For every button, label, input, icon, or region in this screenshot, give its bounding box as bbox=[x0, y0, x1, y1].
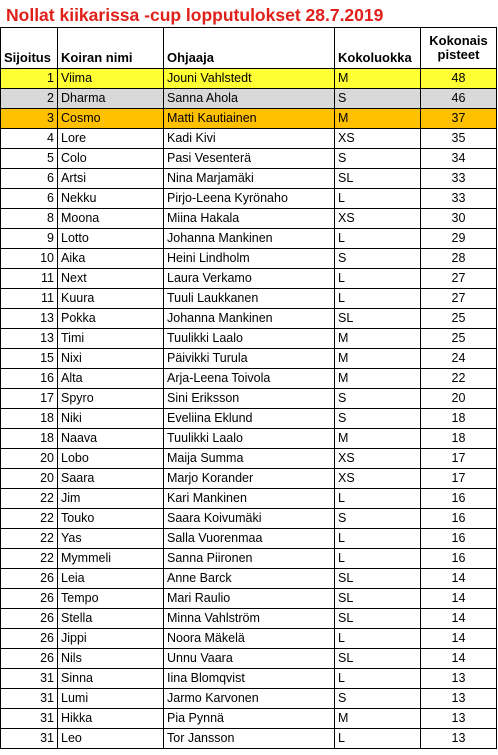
cell-dog-name: Lobo bbox=[58, 449, 164, 469]
cell-size-class: S bbox=[335, 689, 421, 709]
table-row bbox=[1, 569, 497, 589]
table-row bbox=[1, 249, 497, 269]
cell-dog-name: Mymmeli bbox=[58, 549, 164, 569]
header-row bbox=[1, 28, 497, 69]
cell-points: 20 bbox=[421, 389, 497, 409]
cell-rank: 3 bbox=[1, 109, 58, 129]
cell-rank: 13 bbox=[1, 309, 58, 329]
cell-points: 18 bbox=[421, 409, 497, 429]
cell-size-class: M bbox=[335, 429, 421, 449]
cell-size-class: XS bbox=[335, 209, 421, 229]
cell-points: 33 bbox=[421, 169, 497, 189]
cell-points: 33 bbox=[421, 189, 497, 209]
cell-size-class: S bbox=[335, 509, 421, 529]
cell-handler: Minna Vahlström bbox=[164, 609, 335, 629]
table-row bbox=[1, 449, 497, 469]
cell-size-class: S bbox=[335, 409, 421, 429]
table-row bbox=[1, 549, 497, 569]
cell-dog-name: Aika bbox=[58, 249, 164, 269]
cell-rank: 22 bbox=[1, 529, 58, 549]
cell-size-class: L bbox=[335, 729, 421, 749]
cell-rank: 8 bbox=[1, 209, 58, 229]
cell-dog-name: Leia bbox=[58, 569, 164, 589]
table-row bbox=[1, 69, 497, 89]
table-row bbox=[1, 609, 497, 629]
cell-dog-name: Lotto bbox=[58, 229, 164, 249]
cell-dog-name: Lumi bbox=[58, 689, 164, 709]
table-row bbox=[1, 229, 497, 249]
cell-points: 48 bbox=[421, 69, 497, 89]
cell-dog-name: Alta bbox=[58, 369, 164, 389]
cell-points: 14 bbox=[421, 649, 497, 669]
header-points bbox=[421, 28, 497, 69]
cell-size-class: XS bbox=[335, 129, 421, 149]
header-handler: Ohjaaja bbox=[164, 28, 335, 69]
cell-dog-name: Next bbox=[58, 269, 164, 289]
cell-size-class: L bbox=[335, 489, 421, 509]
table-row bbox=[1, 429, 497, 449]
cell-rank: 22 bbox=[1, 509, 58, 529]
cell-rank: 10 bbox=[1, 249, 58, 269]
cell-size-class: M bbox=[335, 349, 421, 369]
cell-size-class: L bbox=[335, 669, 421, 689]
results-table bbox=[0, 27, 497, 749]
cell-rank: 26 bbox=[1, 569, 58, 589]
cell-handler: Maija Summa bbox=[164, 449, 335, 469]
cell-points: 35 bbox=[421, 129, 497, 149]
cell-handler: Tuulikki Laalo bbox=[164, 429, 335, 449]
cell-rank: 31 bbox=[1, 689, 58, 709]
cell-size-class: L bbox=[335, 189, 421, 209]
cell-dog-name: Leo bbox=[58, 729, 164, 749]
cell-handler: Miina Hakala bbox=[164, 209, 335, 229]
cell-size-class: SL bbox=[335, 589, 421, 609]
table-row bbox=[1, 689, 497, 709]
cell-rank: 6 bbox=[1, 169, 58, 189]
cell-rank: 26 bbox=[1, 629, 58, 649]
table-row bbox=[1, 89, 497, 109]
cell-size-class: S bbox=[335, 249, 421, 269]
table-row bbox=[1, 189, 497, 209]
cell-size-class: SL bbox=[335, 169, 421, 189]
cell-dog-name: Colo bbox=[58, 149, 164, 169]
cell-handler: Sanna Ahola bbox=[164, 89, 335, 109]
cell-rank: 31 bbox=[1, 729, 58, 749]
cell-handler: Pasi Vesenterä bbox=[164, 149, 335, 169]
cell-dog-name: Saara bbox=[58, 469, 164, 489]
cell-rank: 31 bbox=[1, 669, 58, 689]
cell-rank: 16 bbox=[1, 369, 58, 389]
cell-points: 24 bbox=[421, 349, 497, 369]
cell-points: 27 bbox=[421, 269, 497, 289]
cell-dog-name: Stella bbox=[58, 609, 164, 629]
cell-rank: 31 bbox=[1, 709, 58, 729]
cell-points: 25 bbox=[421, 329, 497, 349]
cell-dog-name: Timi bbox=[58, 329, 164, 349]
cell-handler: Tuulikki Laalo bbox=[164, 329, 335, 349]
cell-points: 14 bbox=[421, 629, 497, 649]
cell-handler: Pia Pynnä bbox=[164, 709, 335, 729]
table-row bbox=[1, 129, 497, 149]
results-body bbox=[1, 69, 497, 749]
cell-dog-name: Tempo bbox=[58, 589, 164, 609]
cell-handler: Tuuli Laukkanen bbox=[164, 289, 335, 309]
cell-handler: Jarmo Karvonen bbox=[164, 689, 335, 709]
cell-rank: 2 bbox=[1, 89, 58, 109]
cell-points: 13 bbox=[421, 669, 497, 689]
cell-handler: Pirjo-Leena Kyrönaho bbox=[164, 189, 335, 209]
cell-handler: Sini Eriksson bbox=[164, 389, 335, 409]
cell-points: 13 bbox=[421, 729, 497, 749]
table-row bbox=[1, 389, 497, 409]
cell-rank: 26 bbox=[1, 589, 58, 609]
cell-rank: 22 bbox=[1, 489, 58, 509]
table-row bbox=[1, 109, 497, 129]
table-row bbox=[1, 329, 497, 349]
cell-points: 25 bbox=[421, 309, 497, 329]
cell-points: 16 bbox=[421, 529, 497, 549]
cell-rank: 26 bbox=[1, 609, 58, 629]
cell-size-class: S bbox=[335, 89, 421, 109]
cell-handler: Matti Kautiainen bbox=[164, 109, 335, 129]
cell-size-class: M bbox=[335, 369, 421, 389]
cell-rank: 4 bbox=[1, 129, 58, 149]
cell-rank: 9 bbox=[1, 229, 58, 249]
cell-dog-name: Touko bbox=[58, 509, 164, 529]
cell-dog-name: Nixi bbox=[58, 349, 164, 369]
cell-size-class: SL bbox=[335, 309, 421, 329]
cell-handler: Johanna Mankinen bbox=[164, 309, 335, 329]
cell-size-class: SL bbox=[335, 649, 421, 669]
cell-dog-name: Viima bbox=[58, 69, 164, 89]
cell-dog-name: Jim bbox=[58, 489, 164, 509]
cell-points: 28 bbox=[421, 249, 497, 269]
cell-size-class: M bbox=[335, 109, 421, 129]
cell-dog-name: Dharma bbox=[58, 89, 164, 109]
table-row bbox=[1, 589, 497, 609]
cell-size-class: SL bbox=[335, 609, 421, 629]
cell-points: 27 bbox=[421, 289, 497, 309]
cell-points: 16 bbox=[421, 509, 497, 529]
cell-handler: Marjo Korander bbox=[164, 469, 335, 489]
cell-points: 16 bbox=[421, 549, 497, 569]
cell-handler: Tor Jansson bbox=[164, 729, 335, 749]
cell-handler: Noora Mäkelä bbox=[164, 629, 335, 649]
cell-points: 16 bbox=[421, 489, 497, 509]
cell-rank: 11 bbox=[1, 289, 58, 309]
cell-points: 22 bbox=[421, 369, 497, 389]
cell-rank: 15 bbox=[1, 349, 58, 369]
cell-rank: 5 bbox=[1, 149, 58, 169]
cell-size-class: S bbox=[335, 389, 421, 409]
cell-rank: 20 bbox=[1, 449, 58, 469]
table-row bbox=[1, 269, 497, 289]
cell-size-class: XS bbox=[335, 449, 421, 469]
cell-rank: 17 bbox=[1, 389, 58, 409]
cell-dog-name: Pokka bbox=[58, 309, 164, 329]
cell-size-class: L bbox=[335, 269, 421, 289]
cell-dog-name: Lore bbox=[58, 129, 164, 149]
cell-handler: Päivikki Turula bbox=[164, 349, 335, 369]
cell-handler: Johanna Mankinen bbox=[164, 229, 335, 249]
header-points-line1: Kokonais bbox=[429, 33, 488, 48]
cell-rank: 22 bbox=[1, 549, 58, 569]
cell-dog-name: Artsi bbox=[58, 169, 164, 189]
table-row bbox=[1, 709, 497, 729]
table-row bbox=[1, 149, 497, 169]
cell-points: 37 bbox=[421, 109, 497, 129]
cell-points: 14 bbox=[421, 609, 497, 629]
cell-dog-name: Sinna bbox=[58, 669, 164, 689]
header-points-line2: pisteet bbox=[437, 47, 480, 62]
cell-dog-name: Moona bbox=[58, 209, 164, 229]
cell-handler: Heini Lindholm bbox=[164, 249, 335, 269]
cell-dog-name: Jippi bbox=[58, 629, 164, 649]
cell-size-class: M bbox=[335, 69, 421, 89]
table-row bbox=[1, 529, 497, 549]
table-row bbox=[1, 629, 497, 649]
cell-rank: 18 bbox=[1, 409, 58, 429]
cell-size-class: L bbox=[335, 629, 421, 649]
cell-dog-name: Cosmo bbox=[58, 109, 164, 129]
cell-rank: 13 bbox=[1, 329, 58, 349]
cell-dog-name: Hikka bbox=[58, 709, 164, 729]
cell-handler: Saara Koivumäki bbox=[164, 509, 335, 529]
header-class: Kokoluokka bbox=[335, 28, 421, 69]
cell-rank: 20 bbox=[1, 469, 58, 489]
cell-handler: Unnu Vaara bbox=[164, 649, 335, 669]
cell-points: 18 bbox=[421, 429, 497, 449]
cell-handler: Nina Marjamäki bbox=[164, 169, 335, 189]
cell-rank: 18 bbox=[1, 429, 58, 449]
table-row bbox=[1, 309, 497, 329]
cell-handler: Anne Barck bbox=[164, 569, 335, 589]
cell-points: 14 bbox=[421, 569, 497, 589]
table-row bbox=[1, 349, 497, 369]
cell-dog-name: Niki bbox=[58, 409, 164, 429]
cell-rank: 1 bbox=[1, 69, 58, 89]
cell-size-class: L bbox=[335, 529, 421, 549]
table-row bbox=[1, 409, 497, 429]
header-dog: Koiran nimi bbox=[58, 28, 164, 69]
cell-dog-name: Kuura bbox=[58, 289, 164, 309]
cell-dog-name: Nekku bbox=[58, 189, 164, 209]
cell-handler: Kari Mankinen bbox=[164, 489, 335, 509]
header-rank: Sijoitus bbox=[1, 28, 58, 69]
cell-dog-name: Yas bbox=[58, 529, 164, 549]
cell-handler: Laura Verkamo bbox=[164, 269, 335, 289]
cell-dog-name: Spyro bbox=[58, 389, 164, 409]
cell-handler: Mari Raulio bbox=[164, 589, 335, 609]
table-row bbox=[1, 669, 497, 689]
cell-points: 17 bbox=[421, 449, 497, 469]
cell-points: 29 bbox=[421, 229, 497, 249]
cell-dog-name: Nils bbox=[58, 649, 164, 669]
cell-size-class: M bbox=[335, 329, 421, 349]
cell-points: 30 bbox=[421, 209, 497, 229]
cell-rank: 11 bbox=[1, 269, 58, 289]
table-row bbox=[1, 509, 497, 529]
cell-handler: Arja-Leena Toivola bbox=[164, 369, 335, 389]
table-row bbox=[1, 729, 497, 749]
cell-points: 34 bbox=[421, 149, 497, 169]
table-row bbox=[1, 369, 497, 389]
page-title: Nollat kiikarissa -cup lopputulokset 28.7.2019 bbox=[6, 5, 384, 25]
table-row bbox=[1, 469, 497, 489]
cell-handler: Salla Vuorenmaa bbox=[164, 529, 335, 549]
cell-handler: Iina Blomqvist bbox=[164, 669, 335, 689]
cell-handler: Kadi Kivi bbox=[164, 129, 335, 149]
table-row bbox=[1, 209, 497, 229]
cell-points: 17 bbox=[421, 469, 497, 489]
cell-rank: 26 bbox=[1, 649, 58, 669]
cell-rank: 6 bbox=[1, 189, 58, 209]
cell-points: 13 bbox=[421, 709, 497, 729]
cell-handler: Jouni Vahlstedt bbox=[164, 69, 335, 89]
table-row bbox=[1, 289, 497, 309]
cell-points: 14 bbox=[421, 589, 497, 609]
cell-size-class: XS bbox=[335, 469, 421, 489]
table-row bbox=[1, 169, 497, 189]
cell-size-class: L bbox=[335, 289, 421, 309]
cell-size-class: L bbox=[335, 549, 421, 569]
cell-points: 46 bbox=[421, 89, 497, 109]
cell-size-class: M bbox=[335, 709, 421, 729]
cell-points: 13 bbox=[421, 689, 497, 709]
cell-size-class: L bbox=[335, 229, 421, 249]
cell-handler: Sanna Piironen bbox=[164, 549, 335, 569]
table-row bbox=[1, 649, 497, 669]
cell-size-class: SL bbox=[335, 569, 421, 589]
cell-handler: Eveliina Eklund bbox=[164, 409, 335, 429]
cell-size-class: S bbox=[335, 149, 421, 169]
table-row bbox=[1, 489, 497, 509]
cell-dog-name: Naava bbox=[58, 429, 164, 449]
